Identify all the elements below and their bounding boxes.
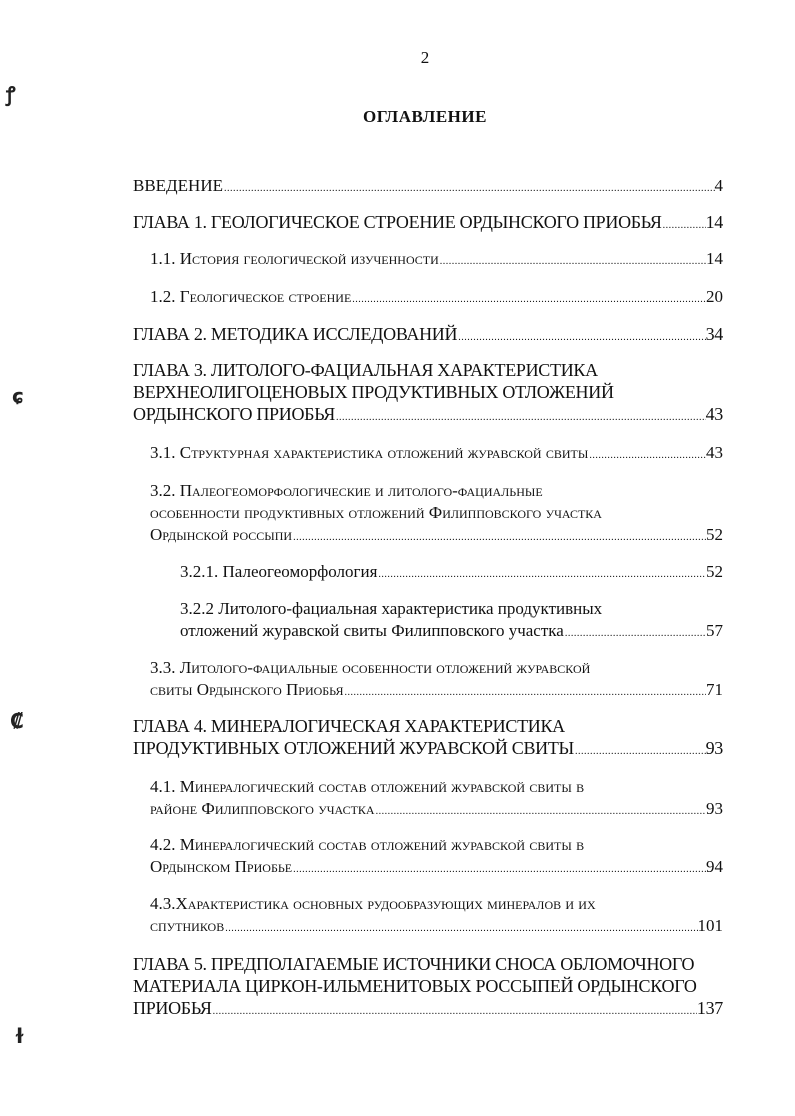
toc-entry-title: ОРДЫНСКОГО ПРИОБЬЯ [133,404,335,424]
toc-page-number: 93 [706,799,723,818]
toc-entry-title: ПРИОБЬЯ [133,998,212,1018]
toc-entry-title-line: 3.2. Палеогеоморфологические и литолого-фациальные [150,481,543,500]
toc-page-number: 43 [706,443,723,462]
toc-entry-subsection-3-2-1[interactable] [180,561,723,586]
leader-dots [588,445,706,467]
toc-entry-chapter-3[interactable] [133,359,723,429]
toc-page-number: 137 [696,998,723,1018]
toc-page-number: 71 [706,680,723,699]
scan-artifact-mark: ɫ [14,1024,26,1048]
toc-entry-subsection-3-2-2[interactable] [180,598,723,645]
leader-dots [457,327,705,349]
toc-entry-section-3-3[interactable] [150,657,723,704]
leader-dots [224,918,697,940]
toc-page-number: 101 [697,916,723,935]
toc-entry-chapter-2[interactable] [133,323,723,349]
scan-artifact-mark: ₡ [10,709,24,733]
toc-page-number: 52 [706,525,723,544]
scan-artifact-mark: ɕ [12,384,24,408]
toc-entry-chapter-5[interactable] [133,953,723,1023]
toc-entry-title: 1.2. Геологическое строение [150,287,352,306]
toc-entry-title: 3.1. Структурная характеристика отложений журавской свиты [150,443,589,462]
leader-dots [662,215,706,237]
toc-entry-title: ПРОДУКТИВНЫХ ОТЛОЖЕНИЙ ЖУРАВСКОЙ СВИТЫ [133,738,574,758]
toc-entry-title-line: ВЕРХНЕОЛИГОЦЕНОВЫХ ПРОДУКТИВНЫХ ОТЛОЖЕНИЙ [133,382,614,402]
toc-entry-title: спутников [150,916,225,935]
leader-dots [223,178,715,200]
toc-page-number: 20 [706,287,723,306]
toc-entry-title-line: 4.2. Минералогический состав отложений журавской свиты в [150,835,585,854]
toc-entry-section-4-2[interactable] [150,834,723,881]
leader-dots [377,564,706,586]
toc-page-number: 43 [705,404,723,424]
leader-dots [375,801,706,823]
toc-entry-title-line: 4.3.Характеристика основных рудообразующих минералов и их [150,894,596,913]
toc-entry-title-line: ГЛАВА 5. ПРЕДПОЛАГАЕМЫЕ ИСТОЧНИКИ СНОСА ОБЛОМОЧНОГО [133,954,695,974]
toc-entry-section-3-2[interactable] [150,480,723,549]
toc-page-number: 4 [714,176,723,195]
toc-entry-title-line: ГЛАВА 4. МИНЕРАЛОГИЧЕСКАЯ ХАРАКТЕРИСТИКА [133,716,565,736]
toc-page-number: 52 [706,562,723,581]
toc-entry-title-line: МАТЕРИАЛА ЦИРКОН-ИЛЬМЕНИТОВЫХ РОССЫПЕЙ ОРДЫНСКОГО [133,976,697,996]
toc-page-number: 93 [705,738,723,758]
toc-entry-title: ВВЕДЕНИЕ [133,176,223,195]
toc-entry-section-1-1[interactable] [150,248,723,273]
toc-entry-title: Ордынской россыпи [150,525,293,544]
toc-entry-section-4-1[interactable] [150,776,723,823]
leader-dots [292,527,706,549]
toc-page-number: 14 [706,249,723,268]
page-number: 2 [420,48,430,67]
toc-entry-title-line: 3.3. Литолого-фациальные особенности отложений журавской [150,658,591,677]
toc-entry-title: 1.1. История геологической изученности [150,249,439,268]
leader-dots [351,289,706,311]
toc-entry-title: ГЛАВА 1. ГЕОЛОГИЧЕСКОЕ СТРОЕНИЕ ОРДЫНСКОГО ПРИОБЬЯ [133,212,662,232]
leader-dots [564,623,706,645]
toc-entry-chapter-4[interactable] [133,715,723,763]
toc-entry-section-4-3[interactable] [150,893,723,940]
toc-entry-title-line: 4.1. Минералогический состав отложений журавской свиты в [150,777,585,796]
page-title: ОГЛАВЛЕНИЕ [363,107,487,126]
toc-page-number: 94 [706,857,723,876]
toc-page-number: 34 [705,324,723,344]
toc-entry-title-line: особенности продуктивных отложений Филипповского участка [150,503,602,522]
toc-page-number: 57 [706,621,723,640]
leader-dots [335,407,706,429]
toc-entry-title: отложений журавской свиты Филипповского участка [180,621,564,640]
toc-entry-section-3-1[interactable] [150,442,723,467]
toc-entry-title: свиты Ордынского Приобья [150,680,344,699]
toc-entry-title: Ордынском Приобье [150,857,293,876]
toc-entry-title: районе Филипповского участка [150,799,375,818]
toc-entry-title: 3.2.1. Палеогеоморфология [180,562,378,581]
toc-entry-title-line: ГЛАВА 3. ЛИТОЛОГО-ФАЦИАЛЬНАЯ ХАРАКТЕРИСТИКА [133,360,598,380]
toc-entry-chapter-1[interactable] [133,211,723,237]
toc-entry-title: ГЛАВА 2. МЕТОДИКА ИССЛЕДОВАНИЙ [133,324,458,344]
toc-entry-introduction[interactable] [133,175,723,200]
leader-dots [292,859,706,881]
toc-page-number: 14 [705,212,723,232]
leader-dots [574,741,706,763]
leader-dots [343,682,706,704]
toc-entry-section-1-2[interactable] [150,286,723,311]
toc-entry-title-line: 3.2.2 Литолого-фациальная характеристика продуктивных [180,599,603,618]
scan-artifact-mark: ꝭ [6,82,16,106]
leader-dots [212,1001,697,1023]
leader-dots [439,251,706,273]
